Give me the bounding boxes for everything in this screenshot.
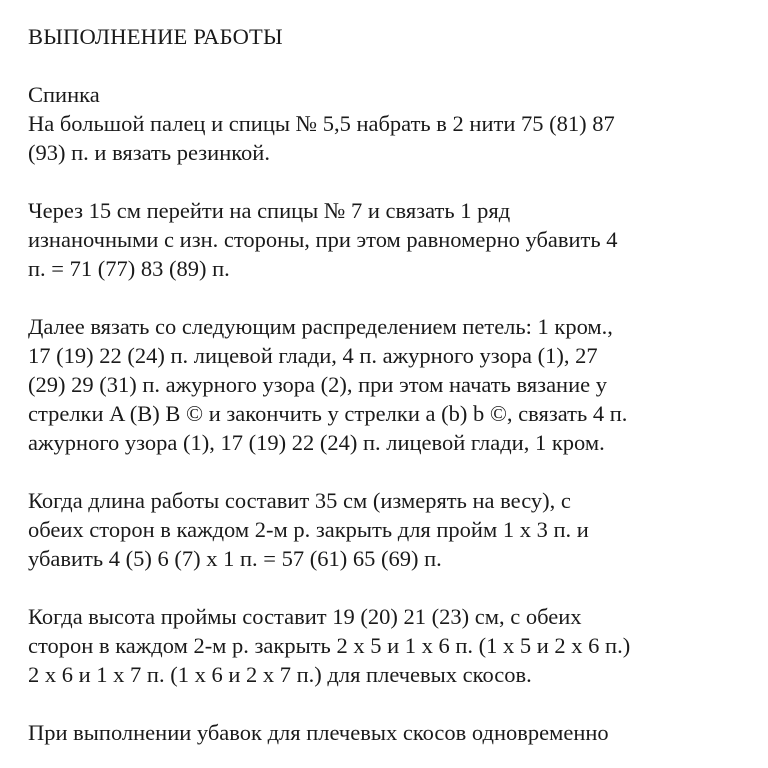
paragraph-needle-change: Через 15 см перейти на спицы № 7 и связать 1 ряд изнаночными с изн. стороны, при этом равномерно убавить 4 п. = 71 (77) 83 (89) п. xyxy=(28,198,618,281)
paragraph-stitch-distribution: Далее вязать со следующим распределением петель: 1 кром., 17 (19) 22 (24) п. лицевой глади, 4 п. ажурного узора (1), 27 (29) 29 (31) п. ажурного узора (2), при этом начать вязание у стрелки A (B) B © и закончить у стрелки a (b) b ©, связать 4 п. ажурного узора (1), 17 (19) 22 (24) п. лицевой глади, 1 кром. xyxy=(28,314,628,455)
paragraph-armholes: Когда длина работы составит 35 см (измерять на весу), с обеих сторон в каждом 2-м р. закрыть для пройм 1 х 3 п. и убавить 4 (5) 6 (7) х 1 п. = 57 (61) 65 (69) п. xyxy=(28,488,589,571)
section-title: Спинка xyxy=(28,82,100,107)
paragraph-continuation: При выполнении убавок для плечевых скосов одновременно xyxy=(28,720,609,745)
document-heading: ВЫПОЛНЕНИЕ РАБОТЫ xyxy=(28,24,283,49)
paragraph-shoulder-slopes: Когда высота проймы составит 19 (20) 21 (23) см, с обеих сторон в каждом 2-м р. закрыть 2 х 5 и 1 х 6 п. (1 х 5 и 2 х 6 п.) 2 х 6 и 1 х 7 п. (1 х 6 и 2 х 7 п.) для плечевых скосов. xyxy=(28,604,631,687)
paragraph-cast-on: На большой палец и спицы № 5,5 набрать в 2 нити 75 (81) 87 (93) п. и вязать резинкой. xyxy=(28,111,615,165)
